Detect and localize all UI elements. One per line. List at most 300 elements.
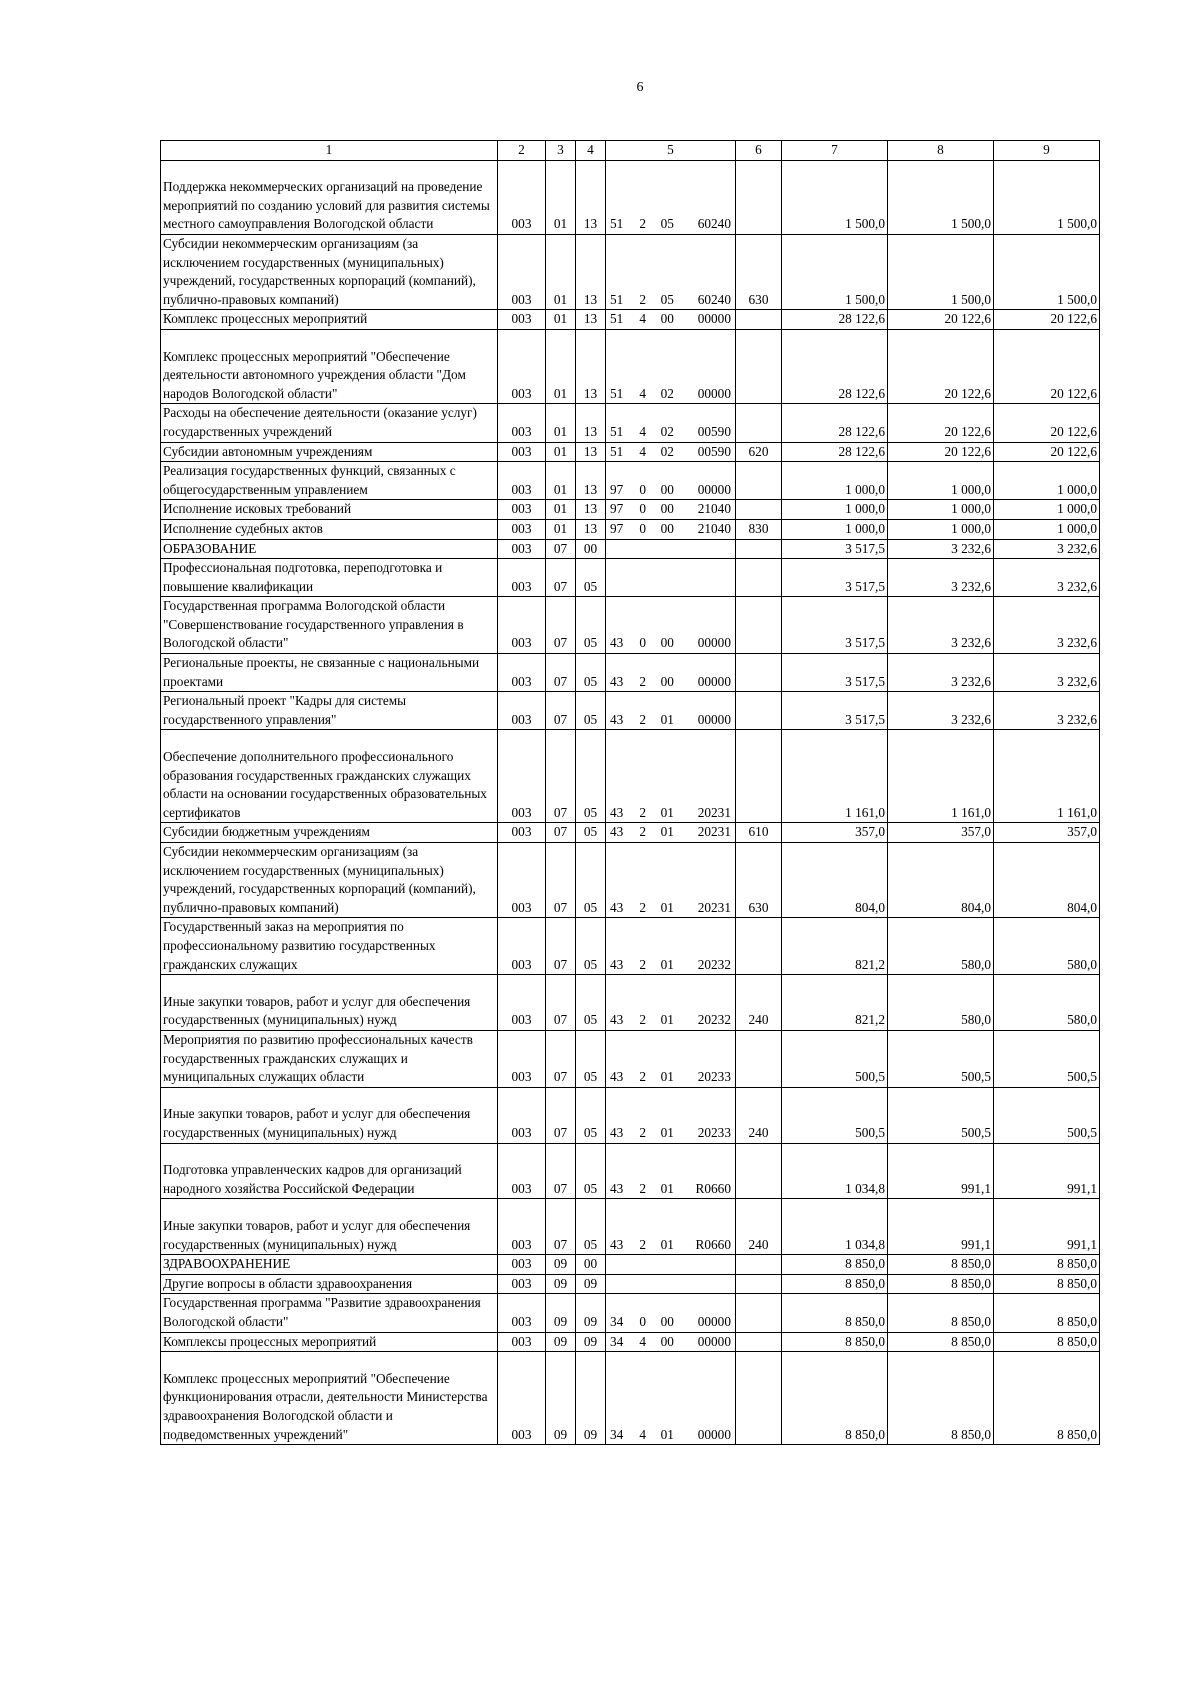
expense-type-code (736, 918, 782, 975)
target-article-code (606, 975, 736, 1031)
row-name: Иные закупки товаров, работ и услуг для обеспечения государственных (муниципальных) нужд (161, 975, 498, 1031)
section-code: 09 (546, 1332, 576, 1352)
code-part-p4: 00590 (697, 423, 731, 439)
subsection-code: 05 (576, 597, 606, 654)
code-part-p4: 00000 (697, 385, 731, 401)
code-part-p4: 00000 (697, 481, 731, 497)
code-part-p3: 00 (660, 311, 674, 327)
row-name: Государственный заказ на мероприятия по профессиональному развитию государственных гражданских служащих (161, 918, 498, 975)
expense-type-code (736, 559, 782, 597)
code-part-p1: 51 (610, 385, 624, 401)
code-part-p2: 2 (639, 1236, 646, 1252)
ministry-code: 003 (498, 234, 546, 309)
section-code: 01 (546, 519, 576, 539)
code-part-p3: 01 (660, 1069, 674, 1085)
ministry-code: 003 (498, 823, 546, 843)
code-part-p3: 01 (660, 1124, 674, 1140)
target-article-code (606, 1255, 736, 1275)
code-part-p3: 00 (660, 481, 674, 497)
subsection-code: 00 (576, 1255, 606, 1275)
code-part-p1: 34 (610, 1426, 624, 1442)
ministry-code: 003 (498, 597, 546, 654)
ministry-code: 003 (498, 462, 546, 500)
amount-year-3: 20 122,6 (994, 404, 1100, 442)
header-cell: 1 (161, 141, 498, 161)
code-part-p3: 00 (660, 501, 674, 517)
code-part-p3: 00 (660, 673, 674, 689)
target-article-code (606, 1030, 736, 1087)
expense-type-code (736, 597, 782, 654)
amount-year-3: 3 232,6 (994, 597, 1100, 654)
expense-type-code (736, 500, 782, 520)
section-code: 07 (546, 1087, 576, 1143)
amount-year-3: 1 000,0 (994, 500, 1100, 520)
expense-type-code (736, 1352, 782, 1445)
target-article-code (606, 843, 736, 918)
header-cell: 6 (736, 141, 782, 161)
row-name: Государственная программа "Развитие здравоохранения Вологодской области" (161, 1294, 498, 1332)
amount-year-1: 8 850,0 (782, 1332, 888, 1352)
row-name: Субсидии некоммерческим организациям (за исключением государственных (муниципальных) учреждений, государственных корпораций (компаний), публично-правовых компаний) (161, 234, 498, 309)
table-row (161, 730, 1100, 823)
amount-year-1: 1 000,0 (782, 500, 888, 520)
subsection-code: 13 (576, 442, 606, 462)
amount-year-2: 20 122,6 (888, 442, 994, 462)
code-part-p2: 0 (639, 635, 646, 651)
ministry-code: 003 (498, 559, 546, 597)
subsection-code: 13 (576, 329, 606, 403)
amount-year-2: 3 232,6 (888, 654, 994, 692)
code-part-p2: 2 (639, 711, 646, 727)
budget-table (160, 140, 1100, 1445)
table-row (161, 975, 1100, 1031)
table-row (161, 519, 1100, 539)
amount-year-1: 8 850,0 (782, 1274, 888, 1294)
subsection-code: 05 (576, 1087, 606, 1143)
ministry-code: 003 (498, 310, 546, 330)
code-part-p3: 00 (660, 1333, 674, 1349)
amount-year-1: 500,5 (782, 1030, 888, 1087)
section-code: 01 (546, 462, 576, 500)
amount-year-2: 20 122,6 (888, 404, 994, 442)
amount-year-3: 8 850,0 (994, 1274, 1100, 1294)
target-article-code (606, 160, 736, 234)
amount-year-2: 580,0 (888, 918, 994, 975)
header-cell: 2 (498, 141, 546, 161)
ministry-code: 003 (498, 1087, 546, 1143)
row-name: Мероприятия по развитию профессиональных качеств государственных гражданских служащих и муниципальных служащих области (161, 1030, 498, 1087)
table-row (161, 1143, 1100, 1199)
expense-type-code (736, 462, 782, 500)
subsection-code: 09 (576, 1352, 606, 1445)
amount-year-3: 20 122,6 (994, 329, 1100, 403)
subsection-code: 05 (576, 730, 606, 823)
section-code: 07 (546, 1199, 576, 1255)
code-part-p3: 01 (660, 1180, 674, 1196)
code-part-p4: 00000 (697, 673, 731, 689)
row-name: Региональные проекты, не связанные с национальными проектами (161, 654, 498, 692)
amount-year-3: 991,1 (994, 1199, 1100, 1255)
code-part-p2: 2 (639, 1012, 646, 1028)
code-part-p1: 51 (610, 291, 624, 307)
table-row (161, 234, 1100, 309)
target-article-code (606, 500, 736, 520)
target-article-code (606, 1332, 736, 1352)
ministry-code: 003 (498, 1274, 546, 1294)
amount-year-2: 1 000,0 (888, 500, 994, 520)
amount-year-1: 804,0 (782, 843, 888, 918)
expense-type-code (736, 730, 782, 823)
amount-year-2: 1 500,0 (888, 234, 994, 309)
code-part-p1: 43 (610, 1180, 624, 1196)
amount-year-3: 20 122,6 (994, 310, 1100, 330)
table-row (161, 500, 1100, 520)
expense-type-code (736, 1143, 782, 1199)
code-part-p3: 01 (660, 824, 674, 840)
amount-year-3: 580,0 (994, 918, 1100, 975)
header-cell: 5 (606, 141, 736, 161)
code-part-p4: R0660 (695, 1236, 731, 1252)
code-part-p2: 4 (639, 443, 646, 459)
expense-type-code (736, 1274, 782, 1294)
section-code: 07 (546, 1143, 576, 1199)
code-part-p2: 0 (639, 1313, 646, 1329)
subsection-code: 05 (576, 1199, 606, 1255)
target-article-code (606, 1143, 736, 1199)
code-part-p2: 2 (639, 824, 646, 840)
amount-year-1: 3 517,5 (782, 654, 888, 692)
amount-year-2: 357,0 (888, 823, 994, 843)
amount-year-1: 1 500,0 (782, 160, 888, 234)
code-part-p1: 51 (610, 216, 624, 232)
row-name: Иные закупки товаров, работ и услуг для обеспечения государственных (муниципальных) нужд (161, 1087, 498, 1143)
expense-type-code: 630 (736, 843, 782, 918)
table-row (161, 1199, 1100, 1255)
code-part-p4: 60240 (697, 216, 731, 232)
code-part-p2: 0 (639, 501, 646, 517)
code-part-p3: 02 (660, 385, 674, 401)
table-row (161, 310, 1100, 330)
row-name: Комплексы процессных мероприятий (161, 1332, 498, 1352)
code-part-p4: 60240 (697, 291, 731, 307)
row-name: Исполнение судебных актов (161, 519, 498, 539)
amount-year-1: 357,0 (782, 823, 888, 843)
row-name: Комплекс процессных мероприятий (161, 310, 498, 330)
table-row (161, 597, 1100, 654)
section-code: 01 (546, 160, 576, 234)
subsection-code: 05 (576, 692, 606, 730)
code-part-p4: 20232 (697, 1012, 731, 1028)
amount-year-2: 3 232,6 (888, 559, 994, 597)
amount-year-1: 28 122,6 (782, 404, 888, 442)
code-part-p4: 21040 (697, 501, 731, 517)
target-article-code (606, 1274, 736, 1294)
code-part-p1: 43 (610, 804, 624, 820)
code-part-p3: 01 (660, 1236, 674, 1252)
amount-year-2: 1 000,0 (888, 519, 994, 539)
ministry-code: 003 (498, 1030, 546, 1087)
code-part-p2: 4 (639, 311, 646, 327)
code-part-p1: 51 (610, 423, 624, 439)
table-row (161, 1332, 1100, 1352)
code-part-p4: 20232 (697, 956, 731, 972)
code-part-p1: 43 (610, 673, 624, 689)
row-name: Расходы на обеспечение деятельности (оказание услуг) государственных учреждений (161, 404, 498, 442)
section-code: 09 (546, 1255, 576, 1275)
code-part-p4: 00000 (697, 711, 731, 727)
expense-type-code (736, 1332, 782, 1352)
amount-year-2: 1 500,0 (888, 160, 994, 234)
table-row (161, 1352, 1100, 1445)
header-row (161, 141, 1100, 161)
section-code: 07 (546, 823, 576, 843)
subsection-code: 13 (576, 462, 606, 500)
section-code: 07 (546, 918, 576, 975)
code-part-p4: 20231 (697, 899, 731, 915)
code-part-p2: 2 (639, 956, 646, 972)
target-article-code (606, 730, 736, 823)
row-name: Региональный проект "Кадры для системы государственного управления" (161, 692, 498, 730)
expense-type-code: 620 (736, 442, 782, 462)
code-part-p2: 4 (639, 1333, 646, 1349)
header-cell: 7 (782, 141, 888, 161)
amount-year-1: 8 850,0 (782, 1255, 888, 1275)
code-part-p4: 20233 (697, 1069, 731, 1085)
ministry-code: 003 (498, 1332, 546, 1352)
amount-year-1: 3 517,5 (782, 692, 888, 730)
target-article-code (606, 519, 736, 539)
code-part-p2: 2 (639, 1069, 646, 1085)
expense-type-code: 630 (736, 234, 782, 309)
code-part-p4: 00590 (697, 443, 731, 459)
target-article-code (606, 539, 736, 559)
subsection-code: 05 (576, 1030, 606, 1087)
table-row (161, 329, 1100, 403)
target-article-code (606, 404, 736, 442)
amount-year-3: 1 500,0 (994, 234, 1100, 309)
amount-year-3: 1 000,0 (994, 462, 1100, 500)
section-code: 01 (546, 500, 576, 520)
row-name: Исполнение исковых требований (161, 500, 498, 520)
amount-year-3: 357,0 (994, 823, 1100, 843)
target-article-code (606, 442, 736, 462)
section-code: 07 (546, 654, 576, 692)
subsection-code: 05 (576, 1143, 606, 1199)
code-part-p1: 51 (610, 311, 624, 327)
amount-year-3: 8 850,0 (994, 1352, 1100, 1445)
section-code: 01 (546, 329, 576, 403)
code-part-p2: 4 (639, 385, 646, 401)
code-part-p1: 97 (610, 481, 624, 497)
row-name: Субсидии автономным учреждениям (161, 442, 498, 462)
row-name: Другие вопросы в области здравоохранения (161, 1274, 498, 1294)
amount-year-3: 8 850,0 (994, 1332, 1100, 1352)
expense-type-code (736, 539, 782, 559)
row-name: Поддержка некоммерческих организаций на проведение мероприятий по созданию условий для развития системы местного самоуправления Вологодской области (161, 160, 498, 234)
amount-year-2: 8 850,0 (888, 1274, 994, 1294)
section-code: 07 (546, 597, 576, 654)
amount-year-1: 1 034,8 (782, 1199, 888, 1255)
amount-year-1: 3 517,5 (782, 539, 888, 559)
target-article-code (606, 462, 736, 500)
table-row (161, 1274, 1100, 1294)
section-code: 01 (546, 442, 576, 462)
expense-type-code: 610 (736, 823, 782, 843)
subsection-code: 05 (576, 654, 606, 692)
code-part-p4: 21040 (697, 520, 731, 536)
section-code: 01 (546, 404, 576, 442)
code-part-p1: 43 (610, 899, 624, 915)
subsection-code: 13 (576, 234, 606, 309)
subsection-code: 13 (576, 519, 606, 539)
amount-year-1: 821,2 (782, 975, 888, 1031)
code-part-p1: 43 (610, 711, 624, 727)
row-name: ЗДРАВООХРАНЕНИЕ (161, 1255, 498, 1275)
ministry-code: 003 (498, 692, 546, 730)
amount-year-1: 1 161,0 (782, 730, 888, 823)
target-article-code (606, 597, 736, 654)
table-row (161, 1030, 1100, 1087)
section-code: 01 (546, 234, 576, 309)
code-part-p3: 00 (660, 1313, 674, 1329)
target-article-code (606, 559, 736, 597)
code-part-p3: 01 (660, 711, 674, 727)
header-cell: 8 (888, 141, 994, 161)
code-part-p4: 00000 (697, 635, 731, 651)
code-part-p1: 43 (610, 956, 624, 972)
amount-year-2: 3 232,6 (888, 597, 994, 654)
subsection-code: 09 (576, 1332, 606, 1352)
amount-year-1: 1 500,0 (782, 234, 888, 309)
amount-year-1: 500,5 (782, 1087, 888, 1143)
section-code: 09 (546, 1294, 576, 1332)
section-code: 07 (546, 539, 576, 559)
subsection-code: 13 (576, 160, 606, 234)
ministry-code: 003 (498, 1143, 546, 1199)
amount-year-1: 8 850,0 (782, 1352, 888, 1445)
table-row (161, 442, 1100, 462)
amount-year-2: 580,0 (888, 975, 994, 1031)
code-part-p3: 01 (660, 1012, 674, 1028)
target-article-code (606, 234, 736, 309)
amount-year-1: 28 122,6 (782, 310, 888, 330)
table-row (161, 462, 1100, 500)
table-row (161, 823, 1100, 843)
expense-type-code (736, 692, 782, 730)
code-part-p4: 00000 (697, 1333, 731, 1349)
section-code: 09 (546, 1274, 576, 1294)
ministry-code: 003 (498, 404, 546, 442)
target-article-code (606, 1087, 736, 1143)
section-code: 07 (546, 843, 576, 918)
amount-year-2: 991,1 (888, 1143, 994, 1199)
expense-type-code: 240 (736, 975, 782, 1031)
row-name: ОБРАЗОВАНИЕ (161, 539, 498, 559)
subsection-code: 05 (576, 975, 606, 1031)
amount-year-2: 20 122,6 (888, 310, 994, 330)
target-article-code (606, 1294, 736, 1332)
amount-year-2: 8 850,0 (888, 1255, 994, 1275)
page-number: 6 (636, 80, 644, 95)
ministry-code: 003 (498, 843, 546, 918)
subsection-code: 00 (576, 539, 606, 559)
code-part-p3: 01 (660, 956, 674, 972)
code-part-p3: 05 (660, 216, 674, 232)
table-row (161, 1294, 1100, 1332)
row-name: Субсидии бюджетным учреждениям (161, 823, 498, 843)
table-row (161, 160, 1100, 234)
amount-year-2: 500,5 (888, 1087, 994, 1143)
subsection-code: 13 (576, 404, 606, 442)
code-part-p1: 97 (610, 501, 624, 517)
table-row (161, 692, 1100, 730)
code-part-p2: 0 (639, 481, 646, 497)
header-cell: 9 (994, 141, 1100, 161)
amount-year-1: 1 034,8 (782, 1143, 888, 1199)
ministry-code: 003 (498, 1255, 546, 1275)
code-part-p4: 00000 (697, 1426, 731, 1442)
target-article-code (606, 310, 736, 330)
amount-year-3: 1 161,0 (994, 730, 1100, 823)
section-code: 07 (546, 730, 576, 823)
code-part-p4: 20231 (697, 804, 731, 820)
amount-year-1: 821,2 (782, 918, 888, 975)
code-part-p4: R0660 (695, 1180, 731, 1196)
section-code: 07 (546, 559, 576, 597)
expense-type-code: 240 (736, 1087, 782, 1143)
row-name: Иные закупки товаров, работ и услуг для обеспечения государственных (муниципальных) нужд (161, 1199, 498, 1255)
code-part-p2: 2 (639, 673, 646, 689)
code-part-p2: 2 (639, 899, 646, 915)
section-code: 09 (546, 1352, 576, 1445)
amount-year-2: 991,1 (888, 1199, 994, 1255)
amount-year-2: 1 161,0 (888, 730, 994, 823)
code-part-p1: 43 (610, 635, 624, 651)
ministry-code: 003 (498, 730, 546, 823)
section-code: 07 (546, 1030, 576, 1087)
ministry-code: 003 (498, 539, 546, 559)
table-row (161, 539, 1100, 559)
row-name: Реализация государственных функций, связанных с общегосударственным управлением (161, 462, 498, 500)
code-part-p1: 43 (610, 1124, 624, 1140)
subsection-code: 13 (576, 310, 606, 330)
ministry-code: 003 (498, 1352, 546, 1445)
expense-type-code (736, 160, 782, 234)
code-part-p1: 34 (610, 1313, 624, 1329)
amount-year-1: 28 122,6 (782, 329, 888, 403)
ministry-code: 003 (498, 654, 546, 692)
table-row (161, 843, 1100, 918)
code-part-p3: 02 (660, 423, 674, 439)
table-row (161, 559, 1100, 597)
code-part-p3: 02 (660, 443, 674, 459)
amount-year-2: 20 122,6 (888, 329, 994, 403)
code-part-p4: 20233 (697, 1124, 731, 1140)
code-part-p2: 0 (639, 520, 646, 536)
section-code: 07 (546, 692, 576, 730)
expense-type-code: 830 (736, 519, 782, 539)
amount-year-2: 1 000,0 (888, 462, 994, 500)
header-cell: 3 (546, 141, 576, 161)
subsection-code: 05 (576, 823, 606, 843)
row-name: Обеспечение дополнительного профессионального образования государственных гражданских служащих области на основании государственных образовательных сертификатов (161, 730, 498, 823)
code-part-p1: 43 (610, 1236, 624, 1252)
ministry-code: 003 (498, 918, 546, 975)
table-row (161, 404, 1100, 442)
amount-year-2: 3 232,6 (888, 539, 994, 559)
expense-type-code: 240 (736, 1199, 782, 1255)
amount-year-3: 3 232,6 (994, 654, 1100, 692)
